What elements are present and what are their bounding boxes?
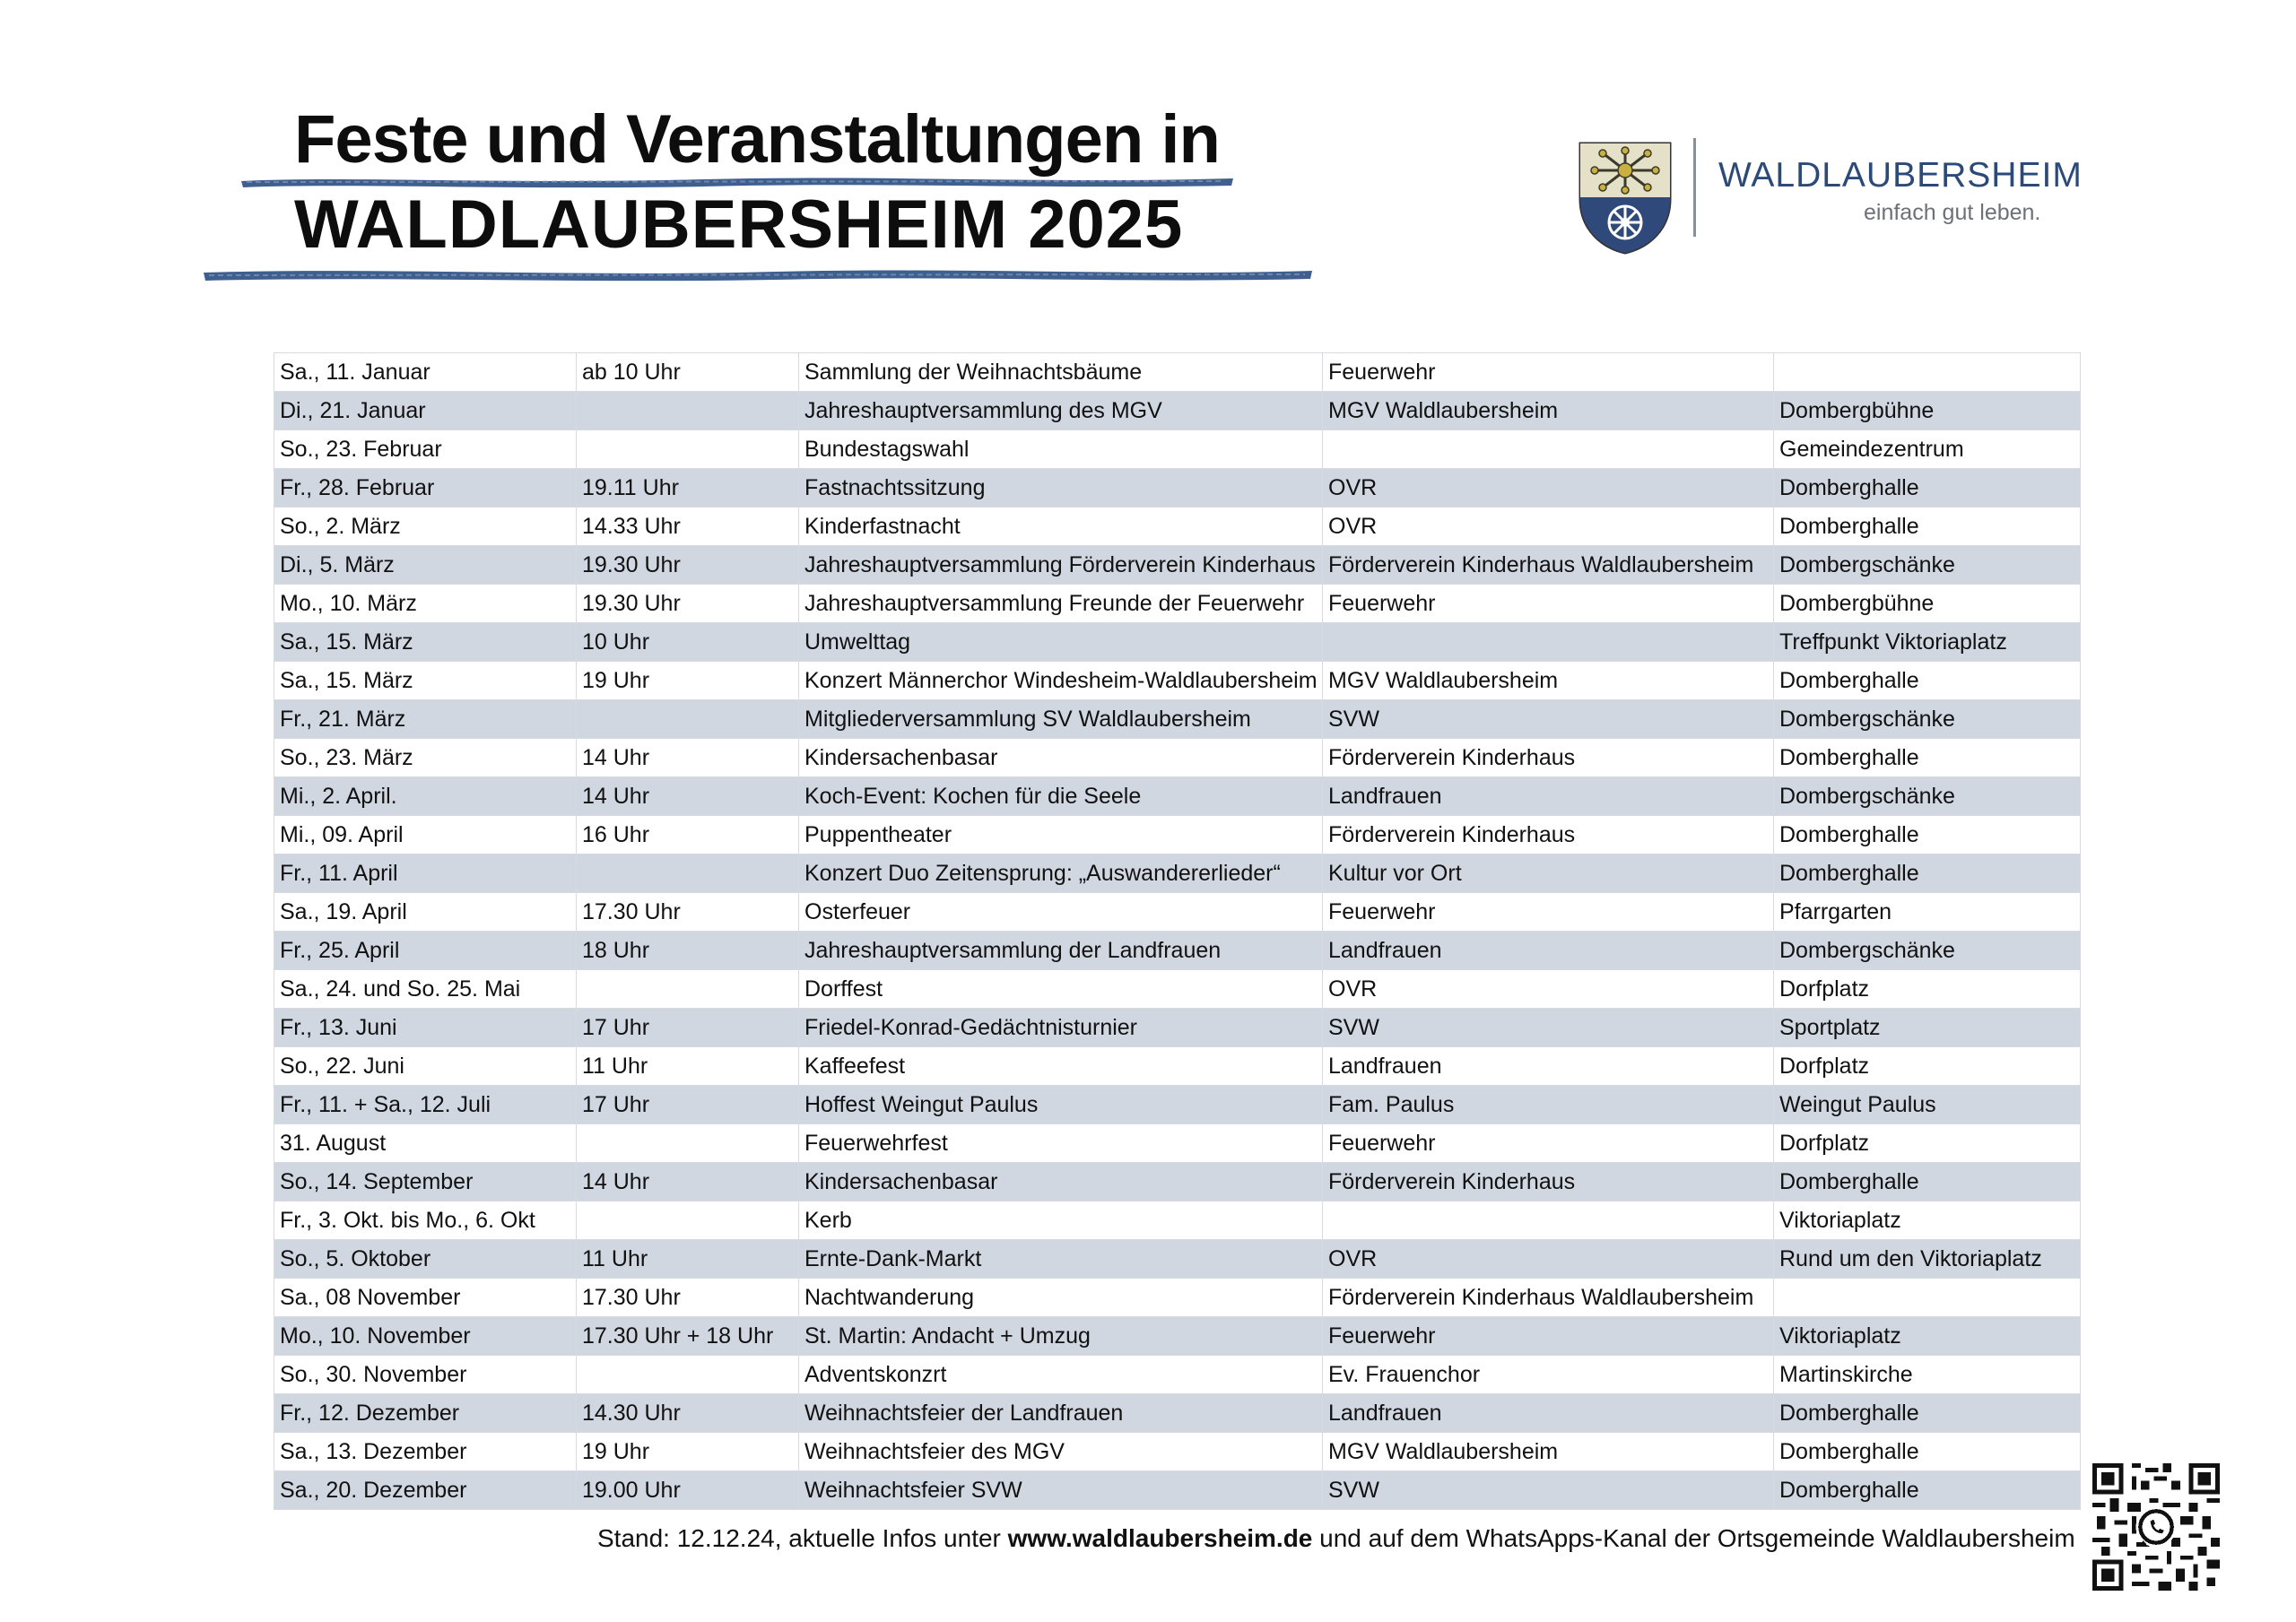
table-row <box>274 469 2081 507</box>
brush-underline-2 <box>202 264 1314 285</box>
cell-time: 16 Uhr <box>577 816 799 854</box>
cell-organizer: Feuerwehr <box>1323 353 1774 392</box>
cell-event: Kaffeefest <box>799 1047 1323 1086</box>
cell-event: Jahreshauptversammlung der Landfrauen <box>799 932 1323 970</box>
cell-event: St. Martin: Andacht + Umzug <box>799 1317 1323 1356</box>
table-row <box>274 1163 2081 1201</box>
cell-organizer: Feuerwehr <box>1323 585 1774 623</box>
cell-time: 11 Uhr <box>577 1047 799 1086</box>
cell-organizer: OVR <box>1323 970 1774 1009</box>
logo-tagline: einfach gut leben. <box>1864 200 2041 225</box>
cell-location: Domberghalle <box>1774 854 2081 893</box>
cell-organizer: Förderverein Kinderhaus <box>1323 1163 1774 1201</box>
events-table-body <box>274 353 2081 1510</box>
cell-organizer: Förderverein Kinderhaus <box>1323 739 1774 777</box>
table-row <box>274 970 2081 1009</box>
website-link[interactable]: www.waldlaubersheim.de <box>1007 1524 1313 1552</box>
cell-event: Nachtwanderung <box>799 1279 1323 1317</box>
cell-event: Fastnachtssitzung <box>799 469 1323 507</box>
cell-location: Treffpunkt Viktoriaplatz <box>1774 623 2081 662</box>
cell-location: Domberghalle <box>1774 1471 2081 1510</box>
cell-time: 14.30 Uhr <box>577 1394 799 1433</box>
cell-time <box>577 430 799 469</box>
footer-suffix: und auf dem WhatsApps-Kanal der Ortsgemeinde Waldlaubersheim <box>1312 1524 2075 1552</box>
cell-time: 19.11 Uhr <box>577 469 799 507</box>
cell-location: Domberghalle <box>1774 739 2081 777</box>
cell-organizer: Landfrauen <box>1323 932 1774 970</box>
cell-date: Mi., 09. April <box>274 816 577 854</box>
logo-name: WALDLAUBERSHEIM <box>1718 156 2083 195</box>
table-row <box>274 1279 2081 1317</box>
table-row <box>274 816 2081 854</box>
footer-note <box>597 1524 2075 1553</box>
cell-location: Domberghalle <box>1774 662 2081 700</box>
table-row <box>274 662 2081 700</box>
cell-location: Viktoriaplatz <box>1774 1317 2081 1356</box>
table-row <box>274 1201 2081 1240</box>
cell-time: 14 Uhr <box>577 777 799 816</box>
table-row <box>274 1009 2081 1047</box>
cell-event: Bundestagswahl <box>799 430 1323 469</box>
cell-organizer: Feuerwehr <box>1323 1124 1774 1163</box>
title-line-2: WALDLAUBERSHEIM 2025 <box>294 186 1184 263</box>
cell-date: Di., 5. März <box>274 546 577 585</box>
cell-time <box>577 392 799 430</box>
cell-date: So., 5. Oktober <box>274 1240 577 1279</box>
table-row <box>274 1317 2081 1356</box>
cell-location: Dorfplatz <box>1774 1047 2081 1086</box>
cell-event: Umwelttag <box>799 623 1323 662</box>
cell-time: 17 Uhr <box>577 1086 799 1124</box>
cell-date: Sa., 19. April <box>274 893 577 932</box>
cell-location: Domberghalle <box>1774 816 2081 854</box>
table-row <box>274 1124 2081 1163</box>
cell-location: Domberghalle <box>1774 469 2081 507</box>
cell-event: Konzert Duo Zeitensprung: „Auswandererlieder“ <box>799 854 1323 893</box>
cell-location: Dorfplatz <box>1774 1124 2081 1163</box>
cell-event: Koch-Event: Kochen für die Seele <box>799 777 1323 816</box>
table-row <box>274 1240 2081 1279</box>
qr-code[interactable] <box>2092 1463 2220 1591</box>
cell-date: Fr., 11. April <box>274 854 577 893</box>
cell-time: 17.30 Uhr <box>577 1279 799 1317</box>
cell-event: Puppentheater <box>799 816 1323 854</box>
table-row <box>274 1433 2081 1471</box>
cell-event: Jahreshauptversammlung des MGV <box>799 392 1323 430</box>
cell-organizer: Landfrauen <box>1323 777 1774 816</box>
cell-time <box>577 700 799 739</box>
cell-organizer <box>1323 1201 1774 1240</box>
cell-organizer: MGV Waldlaubersheim <box>1323 1433 1774 1471</box>
cell-location: Dorfplatz <box>1774 970 2081 1009</box>
cell-event: Konzert Männerchor Windesheim-Waldlaubersheim <box>799 662 1323 700</box>
cell-time: 19.30 Uhr <box>577 546 799 585</box>
cell-date: Fr., 12. Dezember <box>274 1394 577 1433</box>
cell-organizer: Kultur vor Ort <box>1323 854 1774 893</box>
cell-organizer: MGV Waldlaubersheim <box>1323 392 1774 430</box>
cell-location: Domberghalle <box>1774 1433 2081 1471</box>
cell-date: Fr., 21. März <box>274 700 577 739</box>
cell-date: Fr., 25. April <box>274 932 577 970</box>
cell-date: So., 22. Juni <box>274 1047 577 1086</box>
cell-event: Weihnachtsfeier des MGV <box>799 1433 1323 1471</box>
table-row <box>274 1394 2081 1433</box>
cell-event: Weihnachtsfeier der Landfrauen <box>799 1394 1323 1433</box>
table-row <box>274 546 2081 585</box>
cell-date: Fr., 28. Februar <box>274 469 577 507</box>
cell-time: 10 Uhr <box>577 623 799 662</box>
table-row <box>274 700 2081 739</box>
cell-time: 14 Uhr <box>577 1163 799 1201</box>
cell-location: Martinskirche <box>1774 1356 2081 1394</box>
cell-organizer <box>1323 623 1774 662</box>
cell-date: So., 23. Februar <box>274 430 577 469</box>
cell-time: 17.30 Uhr + 18 Uhr <box>577 1317 799 1356</box>
cell-organizer: OVR <box>1323 507 1774 546</box>
cell-date: Sa., 15. März <box>274 623 577 662</box>
cell-organizer: OVR <box>1323 469 1774 507</box>
cell-date: Sa., 24. und So. 25. Mai <box>274 970 577 1009</box>
table-row <box>274 623 2081 662</box>
cell-event: Dorffest <box>799 970 1323 1009</box>
cell-organizer: Ev. Frauenchor <box>1323 1356 1774 1394</box>
cell-location: Dombergschänke <box>1774 777 2081 816</box>
cell-date: Sa., 15. März <box>274 662 577 700</box>
cell-event: Kinderfastnacht <box>799 507 1323 546</box>
footer-prefix: Stand: 12.12.24, aktuelle Infos unter <box>597 1524 1008 1552</box>
cell-location: Dombergbühne <box>1774 392 2081 430</box>
cell-date: Mo., 10. November <box>274 1317 577 1356</box>
cell-location: Dombergschänke <box>1774 700 2081 739</box>
cell-date: So., 14. September <box>274 1163 577 1201</box>
table-row <box>274 1471 2081 1510</box>
cell-time: 14 Uhr <box>577 739 799 777</box>
municipality-logo <box>1577 134 2097 260</box>
cell-date: Sa., 11. Januar <box>274 353 577 392</box>
cell-organizer: MGV Waldlaubersheim <box>1323 662 1774 700</box>
cell-organizer: Förderverein Kinderhaus <box>1323 816 1774 854</box>
table-row <box>274 585 2081 623</box>
cell-organizer: SVW <box>1323 1471 1774 1510</box>
cell-time <box>577 970 799 1009</box>
cell-time <box>577 1124 799 1163</box>
whatsapp-icon <box>2135 1506 2176 1547</box>
cell-location: Domberghalle <box>1774 1163 2081 1201</box>
cell-time: 19 Uhr <box>577 1433 799 1471</box>
cell-location <box>1774 1279 2081 1317</box>
cell-organizer: Feuerwehr <box>1323 1317 1774 1356</box>
cell-time <box>577 1356 799 1394</box>
logo-divider <box>1693 138 1696 237</box>
cell-location: Viktoriaplatz <box>1774 1201 2081 1240</box>
cell-event: Kindersachenbasar <box>799 739 1323 777</box>
cell-event: Jahreshauptversammlung Freunde der Feuerwehr <box>799 585 1323 623</box>
cell-organizer <box>1323 430 1774 469</box>
cell-date: So., 2. März <box>274 507 577 546</box>
cell-time: 17.30 Uhr <box>577 893 799 932</box>
table-row <box>274 353 2081 392</box>
cell-organizer: SVW <box>1323 700 1774 739</box>
cell-organizer: Fam. Paulus <box>1323 1086 1774 1124</box>
cell-time <box>577 854 799 893</box>
events-table <box>274 352 2081 1510</box>
cell-event: Jahreshauptversammlung Förderverein Kinderhaus <box>799 546 1323 585</box>
cell-event: Ernte-Dank-Markt <box>799 1240 1323 1279</box>
cell-time: 11 Uhr <box>577 1240 799 1279</box>
cell-date: Sa., 13. Dezember <box>274 1433 577 1471</box>
table-row <box>274 430 2081 469</box>
cell-event: Kerb <box>799 1201 1323 1240</box>
cell-date: So., 30. November <box>274 1356 577 1394</box>
cell-time <box>577 1201 799 1240</box>
cell-time: 18 Uhr <box>577 932 799 970</box>
cell-time: ab 10 Uhr <box>577 353 799 392</box>
cell-date: Sa., 08 November <box>274 1279 577 1317</box>
cell-date: Fr., 11. + Sa., 12. Juli <box>274 1086 577 1124</box>
cell-location: Weingut Paulus <box>1774 1086 2081 1124</box>
cell-location: Pfarrgarten <box>1774 893 2081 932</box>
table-row <box>274 932 2081 970</box>
cell-event: Osterfeuer <box>799 893 1323 932</box>
cell-event: Sammlung der Weihnachtsbäume <box>799 353 1323 392</box>
cell-organizer: Landfrauen <box>1323 1394 1774 1433</box>
cell-location: Domberghalle <box>1774 1394 2081 1433</box>
title-block <box>202 99 1332 287</box>
cell-event: Adventskonzrt <box>799 1356 1323 1394</box>
table-row <box>274 1356 2081 1394</box>
cell-event: Kindersachenbasar <box>799 1163 1323 1201</box>
cell-date: Fr., 3. Okt. bis Mo., 6. Okt <box>274 1201 577 1240</box>
cell-date: 31. August <box>274 1124 577 1163</box>
coat-of-arms-icon <box>1577 140 1674 255</box>
cell-date: So., 23. März <box>274 739 577 777</box>
cell-location <box>1774 353 2081 392</box>
table-row <box>274 507 2081 546</box>
table-row <box>274 739 2081 777</box>
cell-time: 19.00 Uhr <box>577 1471 799 1510</box>
table-row <box>274 854 2081 893</box>
cell-organizer: SVW <box>1323 1009 1774 1047</box>
table-row <box>274 392 2081 430</box>
cell-time: 17 Uhr <box>577 1009 799 1047</box>
cell-date: Mo., 10. März <box>274 585 577 623</box>
cell-organizer: Förderverein Kinderhaus Waldlaubersheim <box>1323 1279 1774 1317</box>
title-line-1: Feste und Veranstaltungen in <box>294 101 1220 178</box>
cell-event: Friedel-Konrad-Gedächtnisturnier <box>799 1009 1323 1047</box>
cell-date: Sa., 20. Dezember <box>274 1471 577 1510</box>
cell-time: 19 Uhr <box>577 662 799 700</box>
cell-event: Weihnachtsfeier SVW <box>799 1471 1323 1510</box>
cell-location: Dombergschänke <box>1774 932 2081 970</box>
cell-location: Sportplatz <box>1774 1009 2081 1047</box>
cell-event: Mitgliederversammlung SV Waldlaubersheim <box>799 700 1323 739</box>
table-row <box>274 1047 2081 1086</box>
cell-time: 19.30 Uhr <box>577 585 799 623</box>
cell-date: Di., 21. Januar <box>274 392 577 430</box>
cell-organizer: Landfrauen <box>1323 1047 1774 1086</box>
cell-event: Hoffest Weingut Paulus <box>799 1086 1323 1124</box>
cell-organizer: OVR <box>1323 1240 1774 1279</box>
cell-location: Dombergbühne <box>1774 585 2081 623</box>
cell-date: Fr., 13. Juni <box>274 1009 577 1047</box>
cell-location: Dombergschänke <box>1774 546 2081 585</box>
table-row <box>274 777 2081 816</box>
cell-location: Gemeindezentrum <box>1774 430 2081 469</box>
cell-organizer: Feuerwehr <box>1323 893 1774 932</box>
table-row <box>274 1086 2081 1124</box>
cell-date: Mi., 2. April. <box>274 777 577 816</box>
cell-location: Rund um den Viktoriaplatz <box>1774 1240 2081 1279</box>
cell-location: Domberghalle <box>1774 507 2081 546</box>
cell-event: Feuerwehrfest <box>799 1124 1323 1163</box>
cell-organizer: Förderverein Kinderhaus Waldlaubersheim <box>1323 546 1774 585</box>
table-row <box>274 893 2081 932</box>
cell-time: 14.33 Uhr <box>577 507 799 546</box>
